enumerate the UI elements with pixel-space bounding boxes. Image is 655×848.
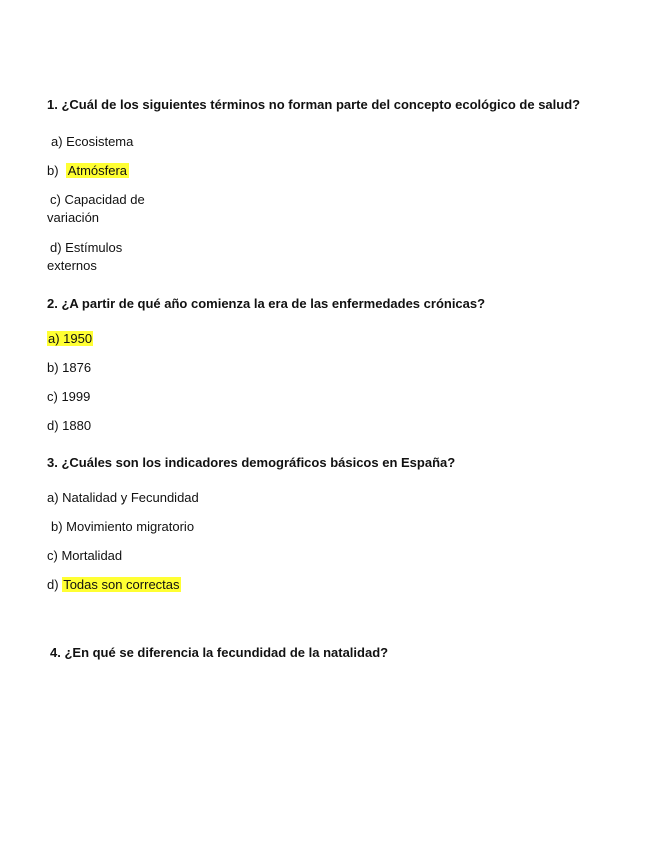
option-line: c) Capacidad de (50, 192, 145, 207)
question-1-title: 1. ¿Cuál de los siguientes términos no forman parte del concepto ecológico de salud? (47, 97, 581, 112)
option-prefix: b) (47, 163, 59, 178)
question-1-option-c (47, 191, 145, 227)
question-4-title: 4. ¿En qué se diferencia la fecundidad de la natalidad? (50, 645, 389, 660)
question-3-option-a: a) Natalidad y Fecundidad (47, 490, 199, 505)
option-line: variación (47, 210, 100, 225)
highlighted-answer: Todas son correctas (63, 577, 180, 592)
question-2-option-c: c) 1999 (47, 389, 91, 404)
question-2-option-b: b) 1876 (47, 360, 92, 375)
question-2-option-d: d) 1880 (47, 418, 92, 433)
question-1-option-a: a) Ecosistema (51, 134, 134, 149)
option-line: d) Estímulos (50, 240, 123, 255)
question-3-title: 3. ¿Cuáles son los indicadores demográficos básicos en España? (47, 455, 456, 470)
question-1-option-d (47, 239, 122, 275)
question-3-option-d (47, 576, 181, 594)
question-2-option-a (47, 330, 93, 348)
question-3-option-c: c) Mortalidad (47, 548, 123, 563)
question-1-option-b (47, 162, 129, 180)
question-2-title: 2. ¿A partir de qué año comienza la era de las enfermedades crónicas? (47, 296, 486, 311)
question-3-option-b: b) Movimiento migratorio (51, 519, 195, 534)
option-line: externos (47, 258, 97, 273)
highlighted-answer: Atmósfera (67, 163, 128, 178)
highlighted-answer: a) 1950 (48, 331, 93, 346)
option-prefix: d) (47, 577, 59, 592)
